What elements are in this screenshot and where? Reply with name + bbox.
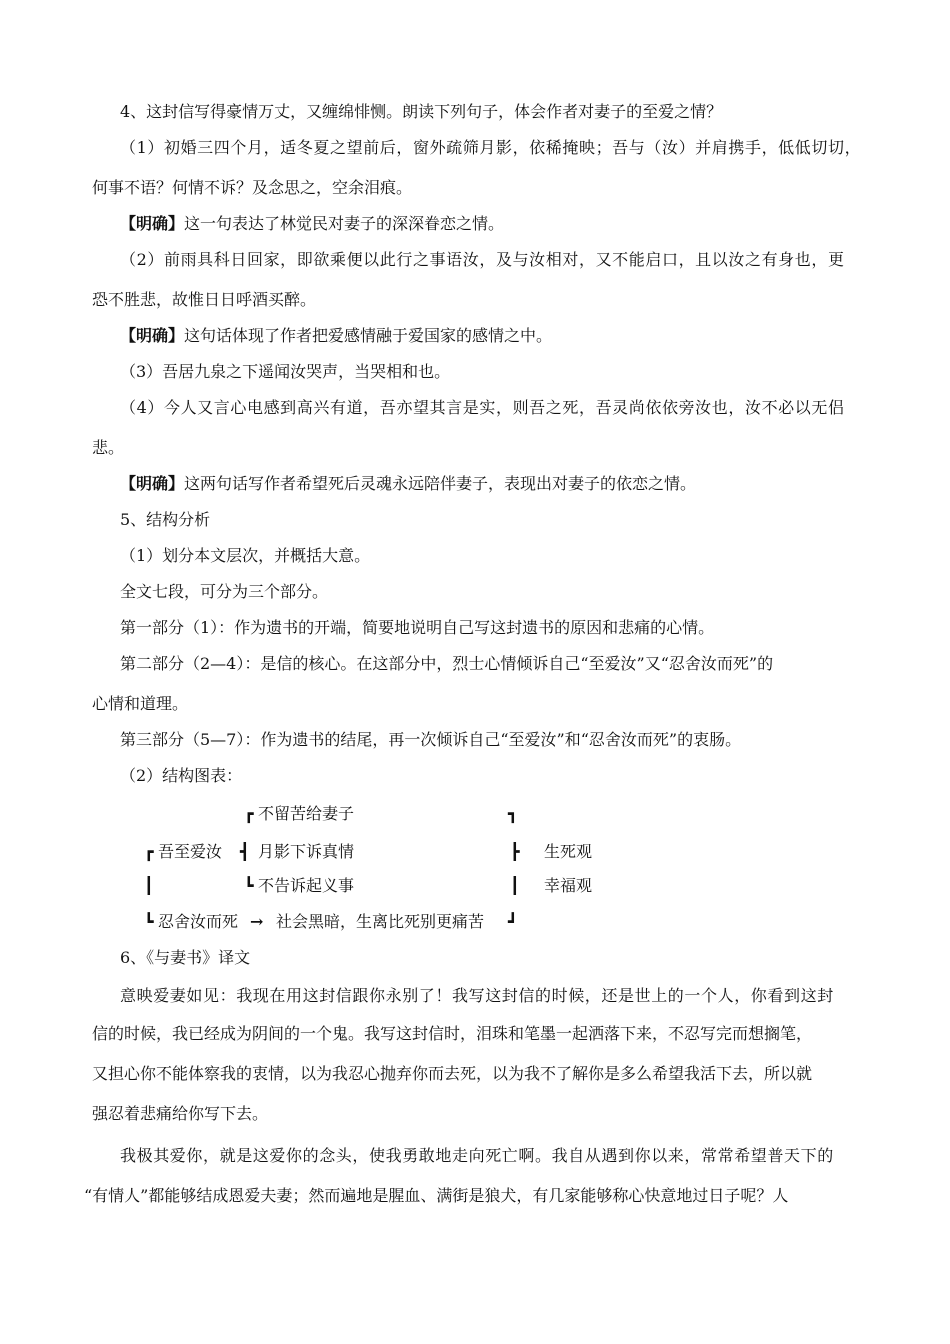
section5-sub2: （2）结构图表： <box>120 766 243 785</box>
answer3-tag: 【明确】 <box>120 474 185 493</box>
answer2-tag: 【明确】 <box>120 326 185 345</box>
question4-line2: 悲。 <box>92 438 125 457</box>
chart-branch4: 社会黑暗，生离比死别更痛苦 <box>276 912 485 931</box>
answer1-text: 这一句表达了林觉民对妻子的深深眷恋之情。 <box>184 214 505 233</box>
section5-title: 5、结构分析 <box>120 510 211 529</box>
chart-right1: 生死观 <box>544 842 593 861</box>
part1-description: 第一部分（1）：作为遗书的开端，简要地说明自己写这封遗书的原因和悲痛的心情。 <box>120 618 715 637</box>
bracket-left-vertical: ┃ <box>144 876 154 895</box>
bracket-top-left: ┏ <box>244 804 254 823</box>
answer2-text: 这句话体现了作者把爱感情融于爱国家的感情之中。 <box>184 326 553 345</box>
answer1-tag: 【明确】 <box>120 214 185 233</box>
section5-overview: 全文七段，可分为三个部分。 <box>120 582 329 601</box>
chart-branch1: 不留苦给妻子 <box>258 804 355 823</box>
translation-p2-line1: 我极其爱你，就是这爱你的念头，使我勇敢地走向死亡啊。我自从遇到你以来，常常希望普天下的 <box>120 1146 834 1165</box>
question3: （3）吾居九泉之下遥闻汝哭声，当哭相和也。 <box>120 362 451 381</box>
part3-description: 第三部分（5—7）：作为遗书的结尾，再一次倾诉自己“至爱汝”和“忍舍汝而死”的衷肠。 <box>120 730 742 749</box>
section6-title: 6、《与妻书》译文 <box>120 948 251 967</box>
bracket-right-middle: ┣ <box>510 842 520 861</box>
question2-line2: 恐不胜悲，故惟日日呼酒买醉。 <box>92 290 317 309</box>
answer2 <box>120 326 552 346</box>
bracket-left-top: ┏ <box>144 842 154 861</box>
answer3 <box>120 474 696 494</box>
bracket-right-vertical: ┃ <box>510 876 520 895</box>
bracket-left-bottom: ┗ <box>144 912 154 931</box>
part2-line2: 心情和道理。 <box>92 694 189 713</box>
chart-left-top: 吾至爱汝 <box>158 842 223 861</box>
question1-line2: 何事不语？何情不诉？及念思之，空余泪痕。 <box>92 178 413 197</box>
chart-left-bottom: 忍舍汝而死 <box>158 912 239 931</box>
section4-title: 4、这封信写得豪情万丈，又缠绵悱恻。朗读下列句子，体会作者对妻子的至爱之情？ <box>120 102 723 121</box>
question4-line1: （4）今人又言心电感到高兴有道，吾亦望其言是实，则吾之死，吾灵尚依依旁汝也，汝不必以无侣 <box>120 398 845 417</box>
translation-p1-line1: 意映爱妻如见：我现在用这封信跟你永别了！我写这封信的时候，还是世上的一个人，你看到这封 <box>120 986 834 1005</box>
answer1 <box>120 214 504 234</box>
question1-line1: （1）初婚三四个月，适冬夏之望前后，窗外疏筛月影，依稀掩映；吾与（汝）并肩携手，低低切切， <box>120 138 862 157</box>
bracket-middle: ┫ <box>240 842 250 861</box>
chart-branch3: 不告诉起义事 <box>258 876 355 895</box>
bracket-bottom-right: ┛ <box>508 912 518 931</box>
question2-line1: （2）前雨具科日回家，即欲乘便以此行之事语汝，及与汝相对，又不能启口，且以汝之有身也，更 <box>120 250 845 269</box>
arrow-icon: → <box>250 912 264 931</box>
chart-branch2: 月影下诉真情 <box>258 842 355 861</box>
bracket-top-right: ┓ <box>508 804 518 823</box>
part2-line1: 第二部分（2—4）：是信的核心。在这部分中，烈士心情倾诉自己“至爱汝”又“忍舍汝而死”的 <box>120 654 774 673</box>
translation-p1-line3: 又担心你不能体察我的衷情，以为我忍心抛弃你而去死，以为我不了解你是多么希望我活下去，所以就 <box>92 1064 813 1083</box>
section5-sub1: （1）划分本文层次，并概括大意。 <box>120 546 371 565</box>
bracket-bottom-left: ┗ <box>244 876 254 895</box>
translation-p1-line2: 信的时候，我已经成为阴间的一个鬼。我写这封信时，泪珠和笔墨一起洒落下来，不忍写完而想搁笔， <box>92 1024 813 1043</box>
chart-right2: 幸福观 <box>544 876 593 895</box>
translation-p2-line2: “有情人”都能够结成恩爱夫妻；然而遍地是腥血、满街是狼犬，有几家能够称心快意地过日子呢？人 <box>84 1186 789 1205</box>
answer3-text: 这两句话写作者希望死后灵魂永远陪伴妻子，表现出对妻子的依恋之情。 <box>184 474 697 493</box>
translation-p1-line4: 强忍着悲痛给你写下去。 <box>92 1104 269 1123</box>
